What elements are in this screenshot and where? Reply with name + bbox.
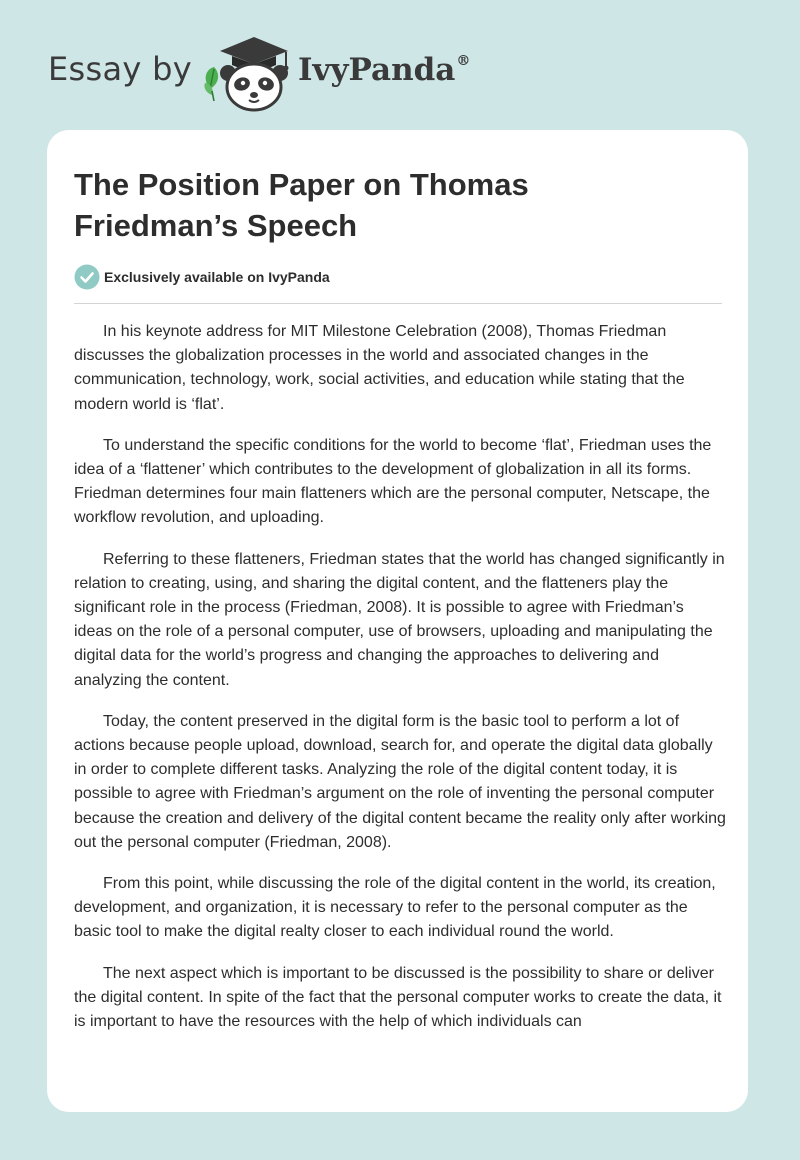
body-paragraph: Today, the content preserved in the digital form is the basic tool to perform a lot of actions because people upload, download, search for, and operate the digital data globally in order to complete different tasks. Analyzing the role of the digital content today, it is possible to agree with Friedman’s argument on the role of inventing the personal computer because the creation and delivery of the digital content became the reality only after working out the personal computer (Friedman, 2008).: [74, 712, 726, 851]
exclusive-label: Exclusively available on IvyPanda: [104, 269, 330, 285]
body-paragraph: Referring to these flatteners, Friedman states that the world has changed significantly in relation to creating, using, and sharing the digital content, and the flatteners play the significant role in the process (Friedman, 2008). It is possible to agree with Friedman’s ideas on the role of a personal computer, use of browsers, uploading and manipulating the digital data for the world’s progress and changing the approaches to delivering and analyzing the content.: [74, 550, 725, 689]
leaf-icon: [204, 67, 218, 101]
divider: [74, 303, 722, 304]
check-circle-icon: [74, 264, 100, 290]
essay-by-label: Essay by: [48, 50, 192, 88]
site-header: [0, 0, 800, 125]
body-paragraph: To understand the specific conditions for the world to become ‘flat’, Friedman uses the idea of a ‘flattener’ which contributes to the development of globalization in all its forms. Friedman determines four main flatteners which are the personal computer, Netscape, the workflow revolution, and uploading.: [74, 436, 712, 527]
brand-name-text: IvyPanda: [298, 52, 456, 88]
essay-body: [74, 320, 726, 1051]
brand-name[interactable]: [298, 52, 470, 88]
exclusive-badge: [74, 264, 330, 290]
body-paragraph: From this point, while discussing the role of the digital content in the world, its creation, development, and organization, it is necessary to refer to the personal computer as the basic tool to make the digital realty closer to each individual round the world.: [74, 875, 716, 941]
essay-title: The Position Paper on Thomas Friedman’s Speech: [74, 167, 529, 243]
essay-card: [47, 130, 748, 1112]
body-paragraph: The next aspect which is important to be discussed is the possibility to share or deliver the digital content. In spite of the fact that the personal computer works to create the data, it is important to have the resources with the help of which individuals can: [74, 964, 722, 1031]
panda-logo-icon[interactable]: [200, 33, 296, 113]
registered-mark: ®: [456, 52, 471, 69]
body-paragraph: In his keynote address for MIT Milestone Celebration (2008), Thomas Friedman discusses the globalization processes in the world and associated changes in the communication, technology, work, social activities, and education while stating that the modern world is ‘flat’.: [74, 323, 685, 413]
